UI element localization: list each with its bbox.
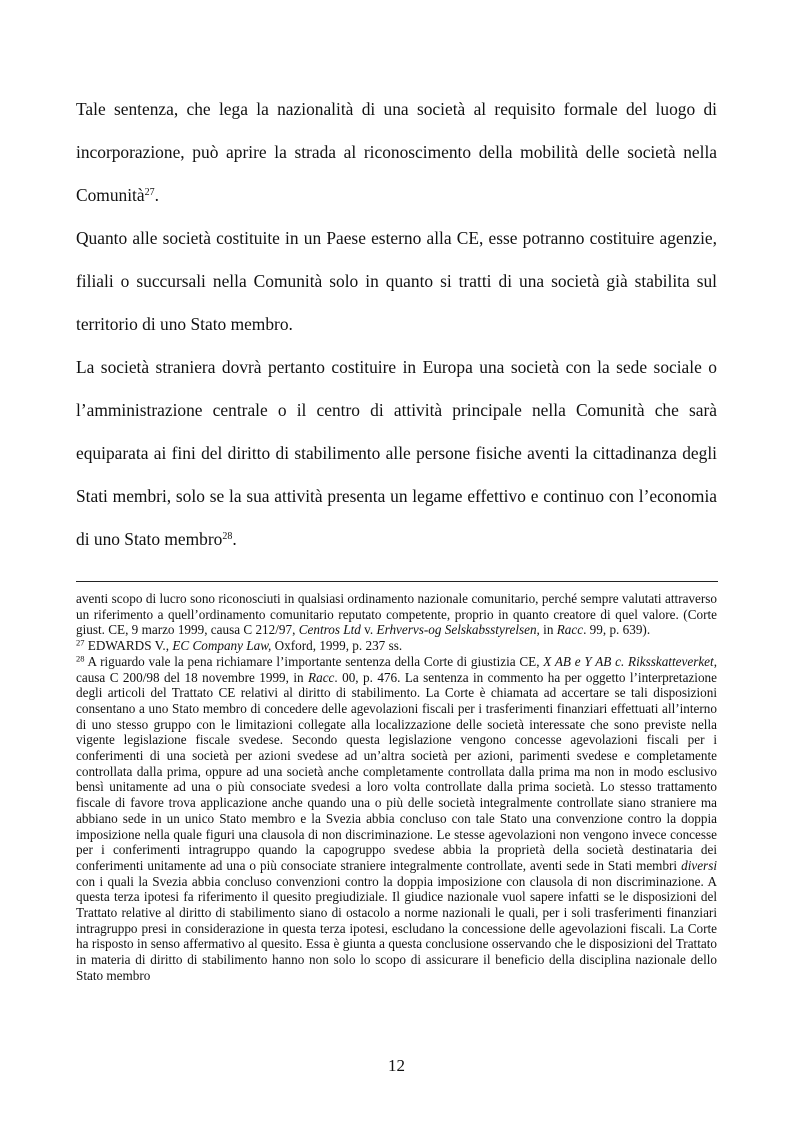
- footnote-28: $^{28}$ A riguardo vale la pena richiamare l’importante sentenza della Corte di giustizia CE, X AB e Y AB c. Riksskatteverket, causa C 200/98 del 18 novembre 1999, in Racc. 00, p. 476. La sentenza in commento ha per oggetto l’interpretazione degli articoli del Trattato CE relativi al diritto di stabilimento. La Corte è chiamata ad accertare se tali disposizioni consentano a uno Stato membro di concedere delle agevolazioni fiscali per i trasferimenti finanziari effettuati all’interno di uno stesso gruppo con le limitazioni collegate alla localizzazione delle società interessate che sono previste nella vigente legislazione fiscale svedese. Secondo questa legislazione vengono concesse agevolazioni fiscali per i conferimenti di una società per azioni svedese ad un’altra società per azioni, parimenti svedese e completamente controllata dalla prima, oppure ad una società anche completamente controllata dalla prima ma non in modo esclusivo bensì unitamente ad una o più consociate svedesi a loro volta controllate dalla prima società. Lo stesso trattamento fiscale di favore trova applicazione anche quando una o più delle società integralmente controllate siano straniere ma abbiano sede in un unico Stato membro e la Svezia abbia concluso con tale Stato una convenzione contro la doppia imposizione nella quale figuri una clausola di non discriminazione. Le stesse agevolazioni non vengono invece concesse per i conferimenti intragruppo quando la capogruppo svedese abbia la proprietà della società destinataria dei conferimenti unitamente ad una o più consociate straniere integralmente controllate, aventi sede in Stati membri diversi con i quali la Svezia abbia concluso convenzioni contro la doppia imposizione con clausola di non discriminazione. A questa terza ipotesi fa riferimento il quesito pregiudiziale. Il giudice nazionale vuol sapere infatti se le disposizioni del Trattato relative al diritto di stabilimento siano di ostacolo a norme nazionali le quali, per i soli trasferimenti finanziari intragruppo presi in considerazione in questa terza ipotesi, escludano la concessione delle agevolazioni fiscali. La Corte ha risposto in senso affermativo al quesito. Essa è giunta a questa conclusione osservando che le disposizioni del Trattato in materia di diritto di stabilimento hanno non solo lo scopo di assicurare il beneficio della disciplina nazionale dello Stato membro: [76, 653, 717, 983]
- paragraph-3: La società straniera dovrà pertanto costituire in Europa una società con la sede sociale o l’amministrazione centrale o il centro di attività principale nella Comunità che sarà equiparata ai fini del diritto di stabilimento alle persone fisiche aventi la cittadinanza degli Stati membri, solo se la sua attività presenta un legame effettivo e continuo con l’economia di uno Stato membro$^{28}$.: [76, 357, 717, 549]
- footnotes: [76, 591, 717, 984]
- footnote-number: 27: [76, 637, 85, 648]
- footnote-number: 28: [76, 653, 85, 664]
- footnote-27: $^{27}$ EDWARDS V., EC Company Law, Oxford, 1999, p. 237 ss.: [76, 637, 403, 654]
- footnote-ref-27[interactable]: 27: [144, 187, 155, 198]
- main-text: [76, 88, 717, 561]
- footnote-continuation: aventi scopo di lucro sono riconosciuti in qualsiasi ordinamento nazionale comunitario, perché sempre valutati attraverso un riferimento a quell’ordinamento comunitario reputato competente, proprio in quanto creatore di quel valore. (Corte giust. CE, 9 marzo 1999, causa C 212/97, Centros Ltd v. Erhvervs-og Selskabsstyrelsen, in Racc. 99, p. 639).: [76, 591, 717, 638]
- footnote-separator: [76, 581, 718, 582]
- footnote-ref-28[interactable]: 28: [222, 531, 233, 542]
- paragraph-1: Tale sentenza, che lega la nazionalità di una società al requisito formale del luogo di incorporazione, può aprire la strada al riconoscimento della mobilità delle società nella Comunità$^{27}$.: [76, 99, 717, 205]
- page-number: 12: [388, 1056, 405, 1075]
- paragraph-2: Quanto alle società costituite in un Paese esterno alla CE, esse potranno costituire agenzie, filiali o succursali nella Comunità solo in quanto si tratti di una società già stabilita sul territorio di uno Stato membro.: [76, 228, 717, 334]
